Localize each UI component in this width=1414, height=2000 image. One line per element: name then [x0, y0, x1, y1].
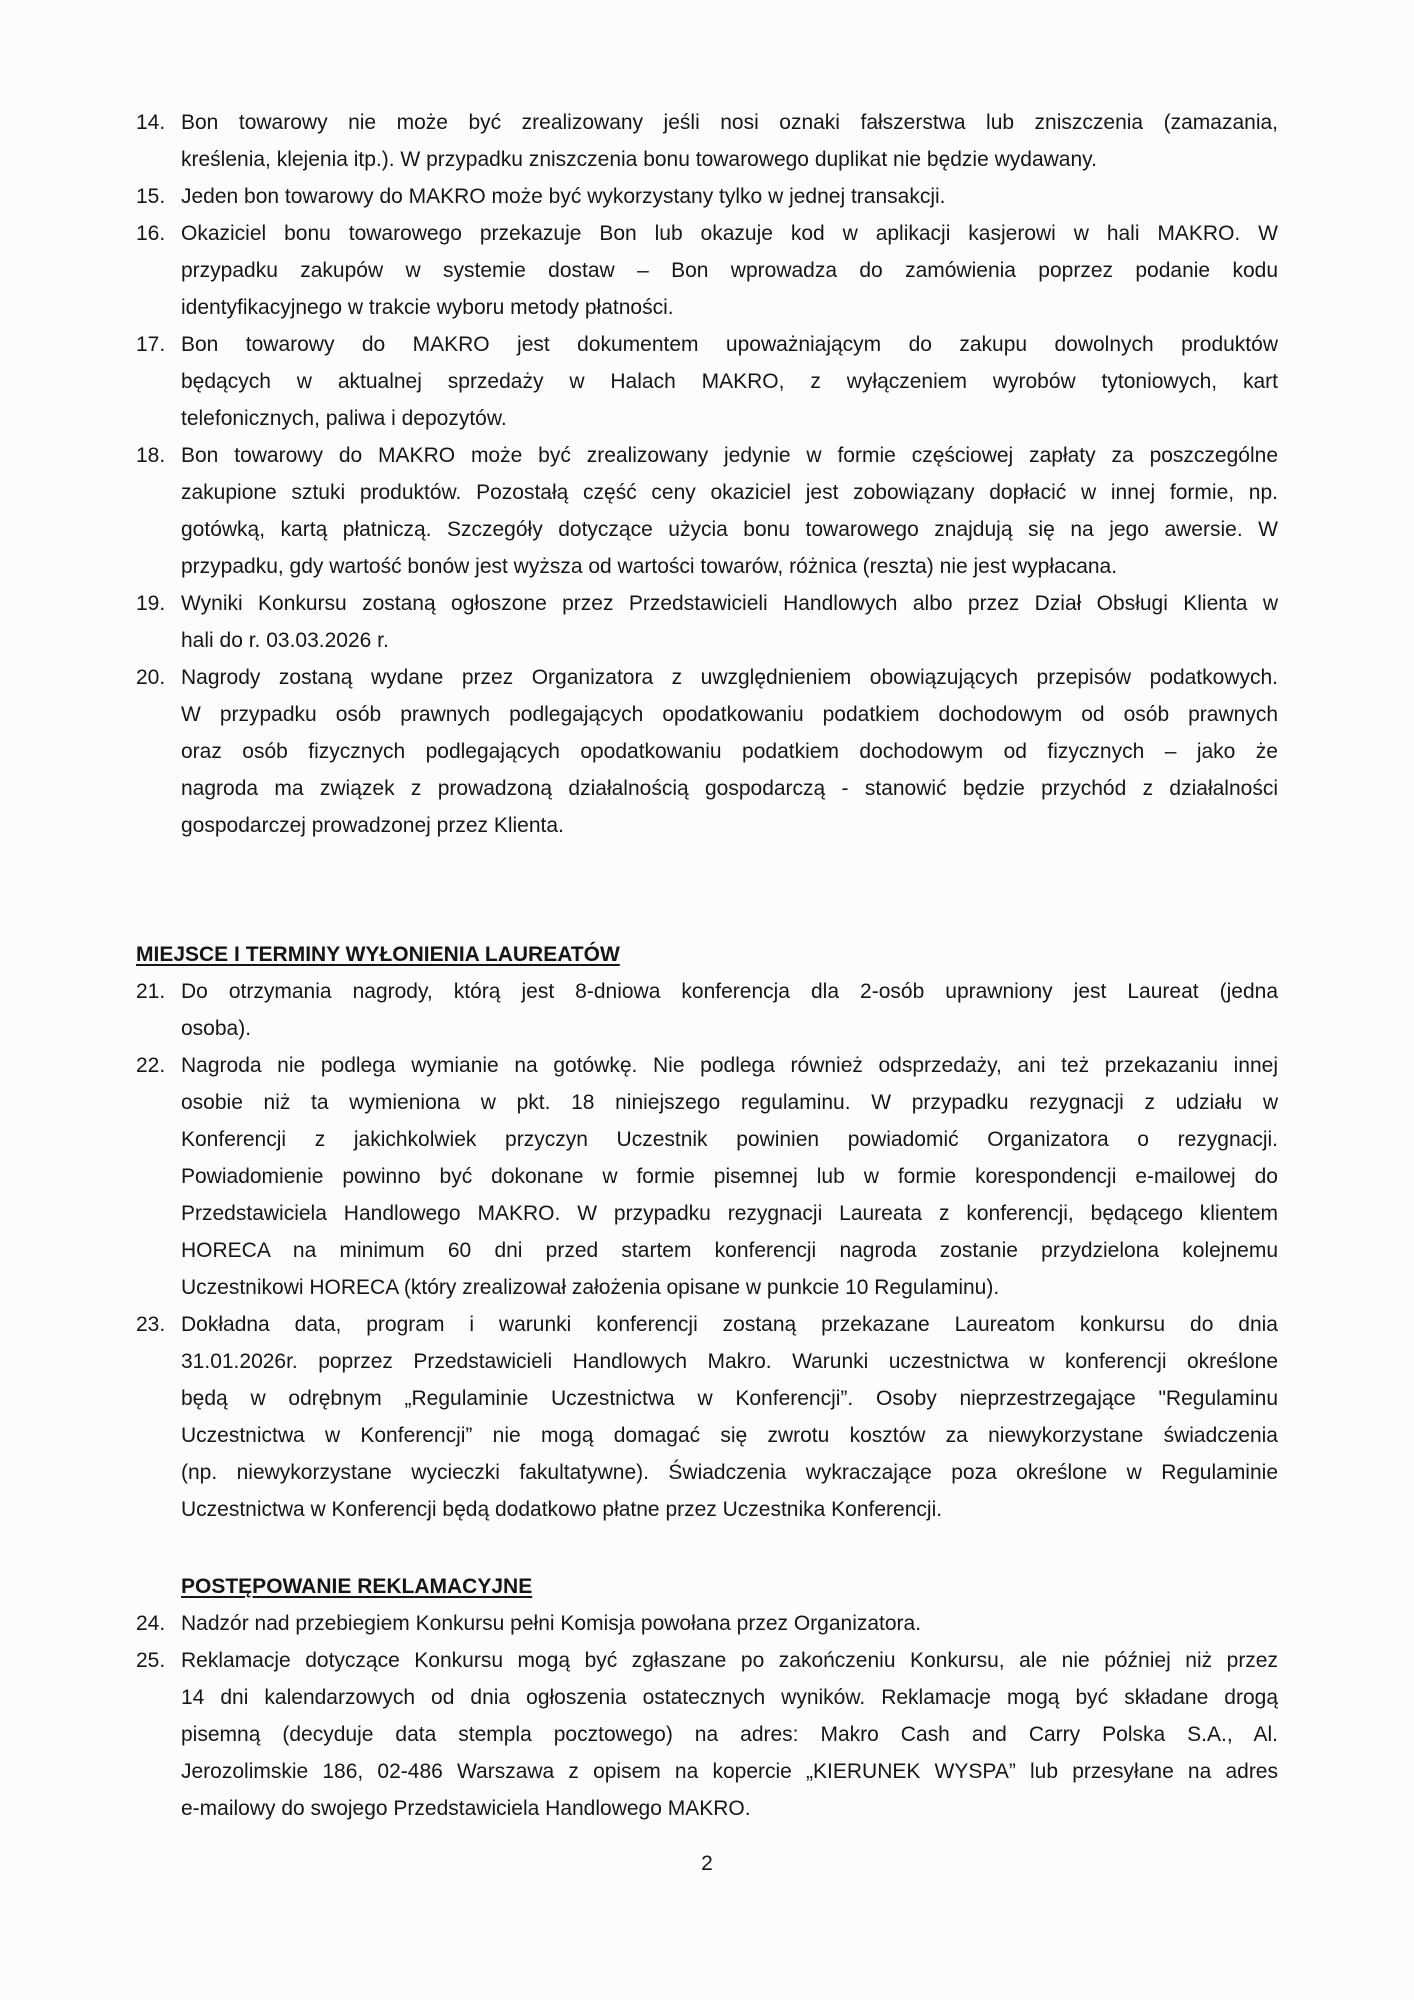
text-line: kreślenia, klejenia itp.). W przypadku zniszczenia bonu towarowego duplikat nie będzie wydawany. [181, 148, 1097, 171]
item-text [181, 326, 1278, 437]
list-item [136, 178, 1278, 215]
list-item [136, 104, 1278, 178]
item-number: 25. [136, 1649, 166, 1672]
item-text [181, 973, 1278, 1047]
item-text [181, 1306, 1278, 1528]
list-item [136, 1642, 1278, 1827]
text-line: Konferencji z jakichkolwiek przyczyn Uczestnik powinien powiadomić Organizatora o rezygnacji. [181, 1128, 1278, 1151]
text-line: Nagrody zostaną wydane przez Organizatora z uwzględnieniem obowiązujących przepisów podatkowych. [181, 666, 1278, 689]
item-number: 17. [136, 333, 166, 356]
text-line: Jeden bon towarowy do MAKRO może być wykorzystany tylko w jednej transakcji. [181, 185, 946, 208]
page-number: 2 [701, 1852, 713, 1875]
text-line: osoba). [181, 1017, 252, 1040]
item-text [181, 1642, 1278, 1827]
text-line: będących w aktualnej sprzedaży w Halach MAKRO, z wyłączeniem wyrobów tytoniowych, kart [181, 370, 1278, 393]
item-text [181, 1047, 1278, 1306]
list-item [136, 215, 1278, 326]
item-text [181, 437, 1278, 585]
list-item [136, 973, 1278, 1047]
text-line: e-mailowy do swojego Przedstawiciela Handlowego MAKRO. [181, 1797, 751, 1820]
item-text [181, 659, 1278, 844]
text-line: Okaziciel bonu towarowego przekazuje Bon lub okazuje kod w aplikacji kasjerowi w hali MAKRO. W [181, 222, 1278, 245]
text-line: Bon towarowy do MAKRO jest dokumentem upoważniającym do zakupu dowolnych produktów [181, 333, 1278, 356]
list-item [136, 1605, 1278, 1642]
text-line: Uczestnictwa w Konferencji będą dodatkowo płatne przez Uczestnika Konferencji. [181, 1498, 943, 1521]
text-line: Powiadomienie powinno być dokonane w formie pisemnej lub w formie korespondencji e-mailowej do [181, 1165, 1278, 1188]
heading-text: MIEJSCE I TERMINY WYŁONIENIA LAUREATÓW [136, 943, 620, 966]
text-line: HORECA na minimum 60 dni przed startem konferencji nagroda zostanie przydzielona kolejnemu [181, 1239, 1278, 1262]
item-text [181, 178, 1278, 215]
text-line: (np. niewykorzystane wycieczki fakultatywne). Świadczenia wykraczające poza określone w Regulaminie [181, 1461, 1278, 1484]
text-line: identyfikacyjnego w trakcie wyboru metody płatności. [181, 296, 674, 319]
text-line: Nadzór nad przebiegiem Konkursu pełni Komisja powołana przez Organizatora. [181, 1612, 922, 1635]
text-line: W przypadku osób prawnych podlegających opodatkowaniu podatkiem dochodowym od osób prawnych [181, 703, 1278, 726]
item-text [181, 104, 1278, 178]
text-line: telefonicznych, paliwa i depozytów. [181, 407, 507, 430]
list-item [136, 437, 1278, 585]
item-number: 24. [136, 1612, 166, 1635]
text-line: Uczestnictwa w Konferencji” nie mogą domagać się zwrotu kosztów za niewykorzystane świadczenia [181, 1424, 1278, 1447]
text-line: 31.01.2026r. poprzez Przedstawicieli Handlowych Makro. Warunki uczestnictwa w konferencji określone [181, 1350, 1278, 1373]
text-line: przypadku zakupów w systemie dostaw – Bon wprowadza do zamówienia poprzez podanie kodu [181, 259, 1278, 282]
text-line: Wyniki Konkursu zostaną ogłoszone przez Przedstawicieli Handlowych albo przez Dział Obsługi Klienta w [181, 592, 1278, 615]
item-text [181, 215, 1278, 326]
text-line: osobie niż ta wymieniona w pkt. 18 niniejszego regulaminu. W przypadku rezygnacji z udziału w [181, 1091, 1278, 1114]
text-line: oraz osób fizycznych podlegających opodatkowaniu podatkiem dochodowym od fizycznych – jako że [181, 740, 1278, 763]
text-line: Nagroda nie podlega wymianie na gotówkę. Nie podlega również odsprzedaży, ani też przekazaniu innej [181, 1054, 1278, 1077]
text-line: Uczestnikowi HORECA (który zrealizował założenia opisane w punkcie 10 Regulaminu). [181, 1276, 1000, 1299]
text-line: 14 dni kalendarzowych od dnia ogłoszenia ostatecznych wyników. Reklamacje mogą być składane drogą [181, 1686, 1278, 1709]
item-number: 14. [136, 111, 166, 134]
item-number: 18. [136, 444, 166, 467]
text-line: przypadku, gdy wartość bonów jest wyższa od wartości towarów, różnica (reszta) nie jest wypłacana. [181, 555, 1118, 578]
item-text [181, 585, 1278, 659]
item-number: 21. [136, 980, 166, 1003]
text-line: hali do r. 03.03.2026 r. [181, 629, 389, 652]
text-line: zakupione sztuki produktów. Pozostałą część ceny okaziciel jest zobowiązany dopłacić w innej formie, np. [181, 481, 1278, 504]
text-line: będą w odrębnym „Regulaminie Uczestnictwa w Konferencji”. Osoby nieprzestrzegające "Regulaminu [181, 1387, 1278, 1410]
text-line: gospodarczej prowadzonej przez Klienta. [181, 814, 564, 837]
text-line: Dokładna data, program i warunki konferencji zostaną przekazane Laureatom konkursu do dnia [181, 1313, 1278, 1336]
text-line: Jerozolimskie 186, 02-486 Warszawa z opisem na kopercie „KIERUNEK WYSPA” lub przesyłane na adres [181, 1760, 1278, 1783]
list-item [136, 1047, 1278, 1306]
text-line: gotówką, kartą płatniczą. Szczegóły dotyczące użycia bonu towarowego znajdują się na jego awersie. W [181, 518, 1278, 541]
item-number: 20. [136, 666, 166, 689]
item-number: 19. [136, 592, 166, 615]
section-heading [136, 1568, 1278, 1605]
text-line: nagroda ma związek z prowadzoną działalnością gospodarczą - stanowić będzie przychód z działalności [181, 777, 1278, 800]
text-line: Do otrzymania nagrody, którą jest 8-dniowa konferencja dla 2-osób uprawniony jest Laureat (jedna [181, 980, 1278, 1003]
item-number: 23. [136, 1313, 166, 1336]
heading-text: POSTĘPOWANIE REKLAMACYJNE [181, 1575, 533, 1598]
item-number: 15. [136, 185, 166, 208]
document-content [136, 104, 1278, 1882]
text-line: Bon towarowy do MAKRO może być zrealizowany jedynie w formie częściowej zapłaty za poszczególne [181, 444, 1278, 467]
item-number: 22. [136, 1054, 166, 1077]
text-line: Reklamacje dotyczące Konkursu mogą być zgłaszane po zakończeniu Konkursu, ale nie później niż przez [181, 1649, 1278, 1672]
list-item [136, 585, 1278, 659]
list-item [136, 1306, 1278, 1528]
text-line: Przedstawiciela Handlowego MAKRO. W przypadku rezygnacji Laureata z konferencji, będącego klientem [181, 1202, 1278, 1225]
item-text [181, 1605, 1278, 1642]
item-number: 16. [136, 222, 166, 245]
section-heading [136, 936, 1278, 973]
list-item [136, 659, 1278, 844]
text-line: Bon towarowy nie może być zrealizowany jeśli nosi oznaki fałszerstwa lub zniszczenia (zamazania, [181, 111, 1278, 134]
list-item [136, 326, 1278, 437]
text-line: pisemną (decyduje data stempla pocztowego) na adres: Makro Cash and Carry Polska S.A., Al. [181, 1723, 1278, 1746]
